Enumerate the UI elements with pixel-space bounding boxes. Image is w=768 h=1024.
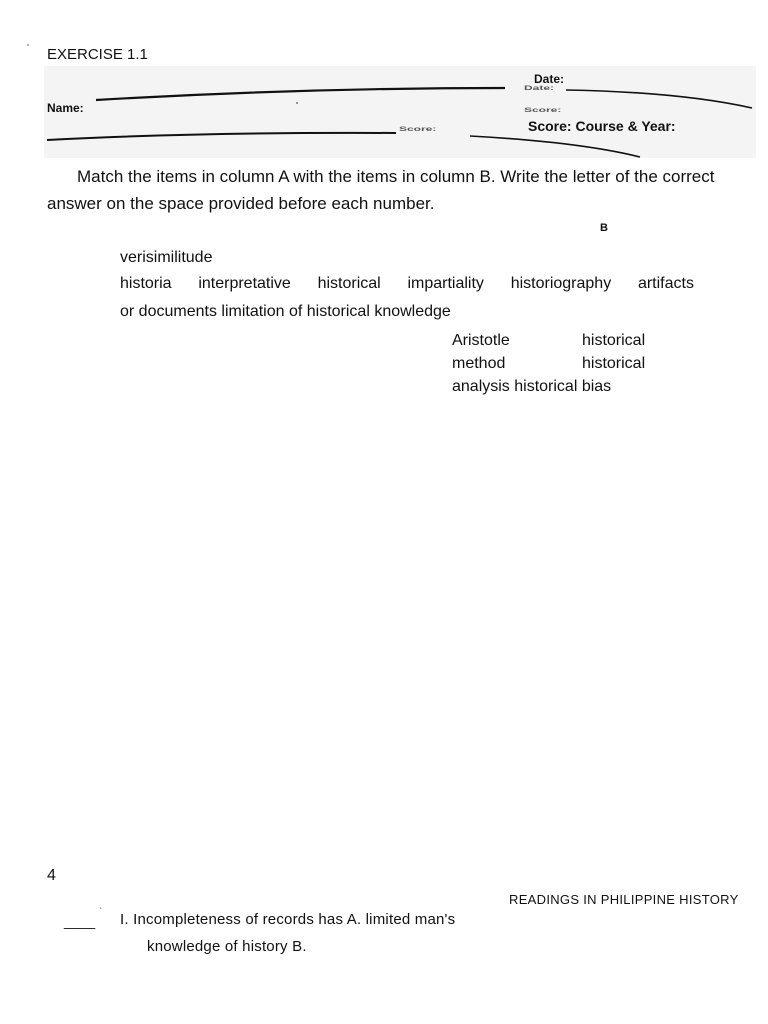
ghost-score-label-2: Score:	[399, 125, 437, 133]
question-line-1: I. Incompleteness of records has A. limited man's	[120, 911, 456, 928]
column-b-line-2-left: method	[452, 355, 506, 372]
column-b-line-2-right: historical	[582, 355, 646, 372]
score-underline-left	[47, 133, 396, 140]
page-number: 4	[47, 867, 56, 884]
column-a-line-1: verisimilitude	[120, 249, 213, 266]
column-b-label: B	[600, 222, 608, 234]
answer-blank: ____	[64, 913, 96, 929]
column-a-word: historia	[120, 275, 172, 292]
scan-speck-corner	[27, 44, 29, 46]
column-a-word: impartiality	[407, 275, 484, 292]
column-a-word: historical	[317, 275, 381, 292]
column-a-word: historiography	[510, 275, 612, 292]
scan-speck	[296, 102, 298, 104]
score-course-label: Score: Course & Year:	[528, 118, 676, 134]
column-a-line-2	[120, 275, 694, 293]
scan-mark: `	[99, 907, 103, 918]
score-underline-right	[470, 136, 640, 157]
column-a-word: interpretative	[198, 275, 291, 292]
instructions	[47, 163, 747, 217]
column-b-line-3: analysis historical bias	[452, 378, 612, 395]
column-b-line-1-right: historical	[582, 332, 646, 349]
question-line-2: knowledge of history B.	[147, 938, 307, 955]
date-label: Date:	[534, 72, 565, 86]
instructions-text: Match the items in column A with the items in column B. Write the letter of the correct answer on the space provided before each number.	[47, 167, 715, 213]
ghost-score-label: Score:	[524, 106, 562, 114]
column-a-line-3: or documents limitation of historical knowledge	[120, 303, 451, 320]
exercise-title: EXERCISE 1.1	[47, 46, 148, 63]
column-a-word: artifacts	[637, 275, 694, 292]
column-b-line-1-left: Aristotle	[452, 332, 510, 349]
footer-title: READINGS IN PHILIPPINE HISTORY	[509, 892, 739, 907]
date-underline	[566, 90, 752, 108]
name-underline	[96, 88, 505, 100]
name-label: Name:	[47, 101, 84, 115]
ghost-date-label: Date:	[524, 84, 555, 92]
